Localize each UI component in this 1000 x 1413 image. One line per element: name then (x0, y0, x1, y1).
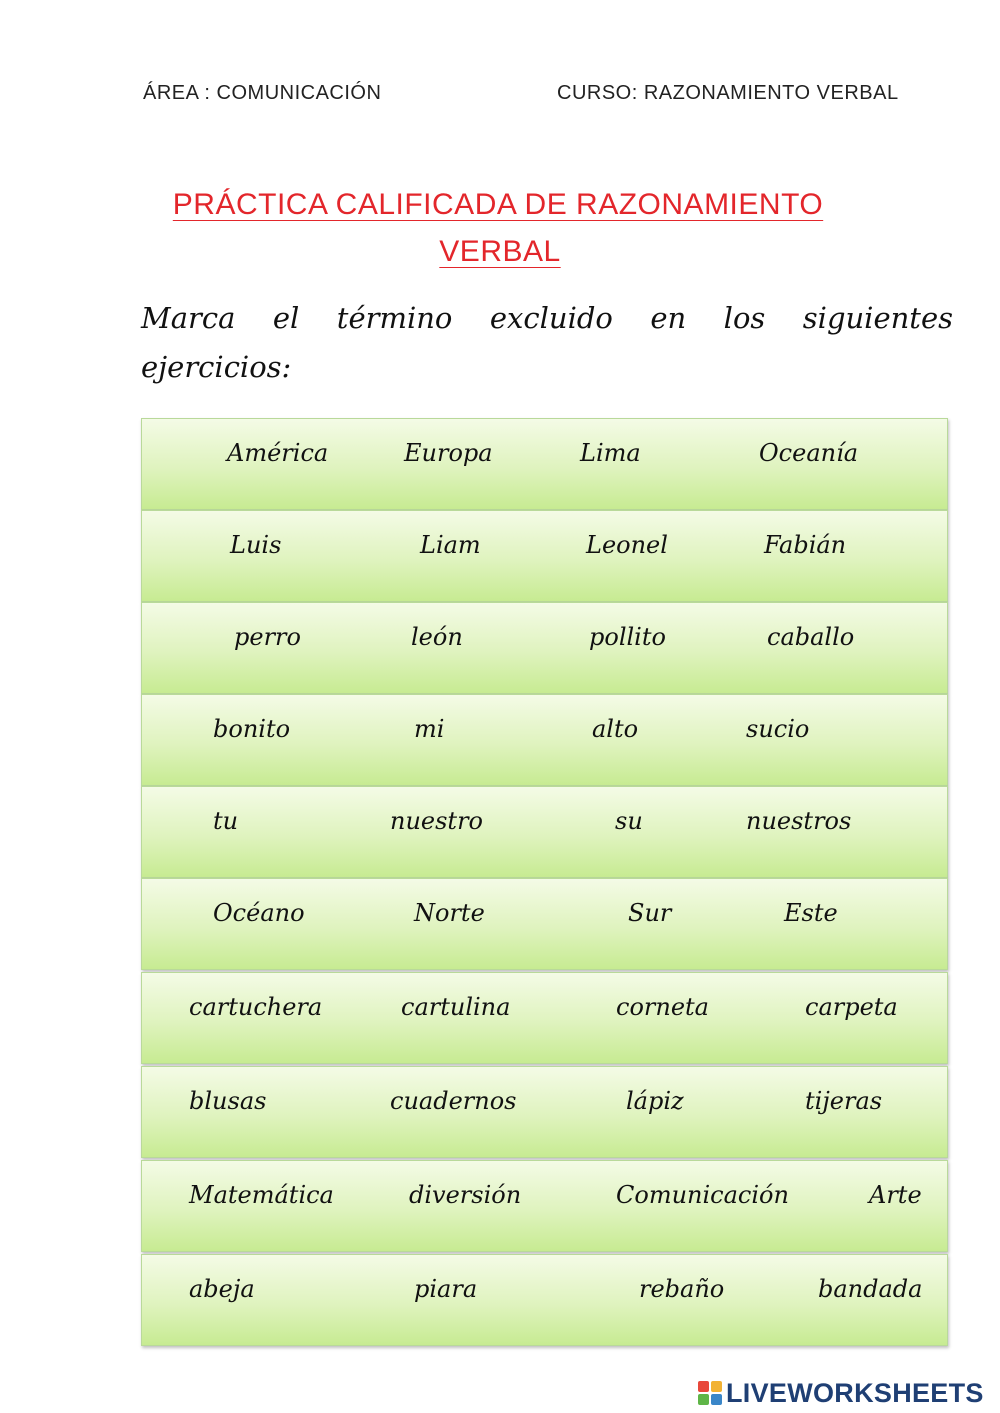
option-word[interactable]: alto (592, 715, 639, 743)
instruction-line2: ejercicios: (141, 350, 292, 384)
option-word[interactable]: lápiz (626, 1087, 684, 1115)
logo-tile (711, 1394, 722, 1405)
instruction-line1: Marca el término excluido en los siguientes (141, 301, 953, 335)
logo-text: LIVEWORKSHEETS (726, 1377, 984, 1408)
exercise-row (141, 786, 948, 878)
option-word[interactable]: Oceanía (759, 439, 859, 467)
exercise-row (141, 510, 948, 602)
exercise-row (141, 602, 948, 694)
option-word[interactable]: Luis (230, 531, 282, 559)
option-word[interactable]: Leonel (586, 531, 668, 559)
option-word[interactable]: carpeta (805, 993, 898, 1021)
exercise-row (141, 694, 948, 786)
option-word[interactable]: blusas (189, 1087, 267, 1115)
option-word[interactable]: cartulina (401, 993, 511, 1021)
option-word[interactable]: Fabián (764, 531, 847, 559)
option-word[interactable]: Comunicación (616, 1181, 789, 1209)
area-label: ÁREA : COMUNICACIÓN (143, 82, 382, 104)
option-word[interactable]: Este (784, 899, 838, 927)
option-word[interactable]: mi (414, 715, 445, 743)
option-word[interactable]: cartuchera (189, 993, 323, 1021)
option-word[interactable]: Arte (869, 1181, 922, 1209)
option-word[interactable]: Norte (414, 899, 485, 927)
exercise-row (141, 418, 948, 510)
option-word[interactable]: corneta (616, 993, 709, 1021)
option-word[interactable]: piara (414, 1275, 478, 1303)
option-word[interactable]: cuadernos (390, 1087, 517, 1115)
exercise-row (141, 878, 948, 970)
option-word[interactable]: Matemática (189, 1181, 334, 1209)
option-word[interactable]: tijeras (805, 1087, 883, 1115)
course-label: CURSO: RAZONAMIENTO VERBAL (557, 82, 899, 104)
logo-tile (711, 1381, 722, 1392)
option-word[interactable]: Liam (420, 531, 481, 559)
option-word[interactable]: sucio (746, 715, 810, 743)
option-word[interactable]: bandada (818, 1275, 923, 1303)
option-word[interactable]: diversión (409, 1181, 522, 1209)
exercise-row (141, 1160, 948, 1252)
option-word[interactable]: América (227, 439, 329, 467)
worksheet-title-line1: PRÁCTICA CALIFICADA DE RAZONAMIENTO (172, 188, 824, 221)
option-word[interactable]: bonito (213, 715, 291, 743)
option-word[interactable]: caballo (767, 623, 855, 651)
option-word[interactable]: abeja (189, 1275, 255, 1303)
worksheet-title-line2: VERBAL (439, 235, 561, 268)
option-word[interactable]: Europa (404, 439, 493, 467)
option-word[interactable]: su (615, 807, 643, 835)
logo-tile (698, 1381, 709, 1392)
option-word[interactable]: nuestro (390, 807, 483, 835)
logo-icon (698, 1381, 722, 1405)
option-word[interactable]: Sur (628, 899, 672, 927)
exercise-row (141, 972, 948, 1064)
option-word[interactable]: león (411, 623, 463, 651)
option-word[interactable]: rebaño (639, 1275, 725, 1303)
liveworksheets-logo (698, 1378, 984, 1408)
option-word[interactable]: Lima (580, 439, 641, 467)
logo-tile (698, 1394, 709, 1405)
option-word[interactable]: perro (234, 623, 301, 651)
option-word[interactable]: Océano (213, 899, 305, 927)
exercise-row (141, 1066, 948, 1158)
option-word[interactable]: nuestros (746, 807, 852, 835)
option-word[interactable]: tu (213, 807, 239, 835)
option-word[interactable]: pollito (589, 623, 666, 651)
exercise-row (141, 1254, 948, 1346)
